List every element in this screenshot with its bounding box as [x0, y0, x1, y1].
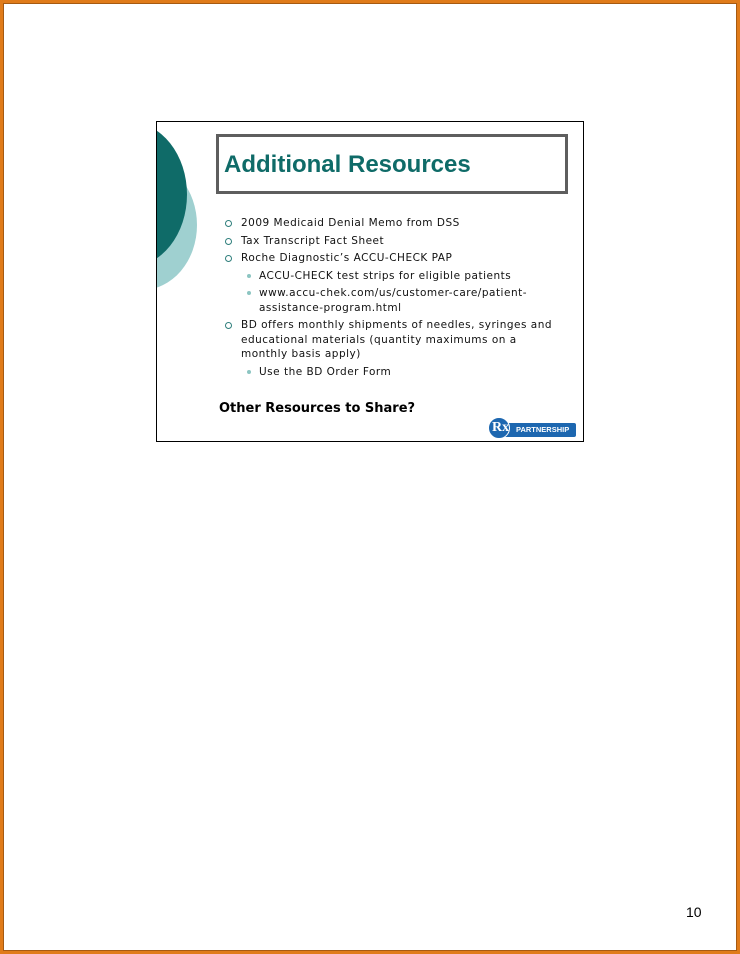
hollow-circle-bullet-icon	[225, 322, 232, 329]
list-item	[225, 318, 565, 362]
logo-circle	[488, 417, 510, 439]
sub-list-item	[225, 365, 565, 380]
slide-title: Additional Resources	[224, 151, 471, 178]
page-number: 10	[686, 904, 702, 920]
logo-bar	[500, 423, 576, 437]
dot-bullet-icon	[247, 291, 251, 295]
list-item-text: 2009 Medicaid Denial Memo from DSS	[241, 217, 460, 229]
logo-mark: Rx	[492, 420, 510, 435]
sub-list-item	[225, 286, 565, 315]
title-box	[216, 134, 568, 194]
sub-list-item-text: ACCU-CHECK test strips for eligible patients	[259, 269, 512, 282]
hollow-circle-bullet-icon	[225, 238, 232, 245]
list-item-text: Tax Transcript Fact Sheet	[241, 234, 385, 247]
logo-text: PARTNERSHIP	[516, 425, 570, 434]
sub-list-item-text: Use the BD Order Form	[259, 365, 392, 378]
dot-bullet-icon	[247, 274, 251, 278]
list-item-text: BD offers monthly shipments of needles, syringes and educational materials (quantity maximums on a monthly basis apply)	[241, 319, 553, 360]
sub-list-item-text: www.accu-chek.com/us/customer-care/patient-assistance-program.html	[259, 287, 527, 314]
slide	[156, 121, 584, 442]
rx-partnership-logo	[488, 417, 578, 439]
resource-list	[225, 216, 565, 382]
list-item	[225, 234, 565, 249]
hollow-circle-bullet-icon	[225, 255, 232, 262]
sub-list-item	[225, 269, 565, 284]
closing-question: Other Resources to Share?	[219, 401, 416, 416]
hollow-circle-bullet-icon	[225, 220, 232, 227]
list-item	[225, 216, 565, 231]
dot-bullet-icon	[247, 370, 251, 374]
list-item	[225, 251, 565, 266]
list-item-text: Roche Diagnostic’s ACCU-CHECK PAP	[241, 252, 453, 264]
